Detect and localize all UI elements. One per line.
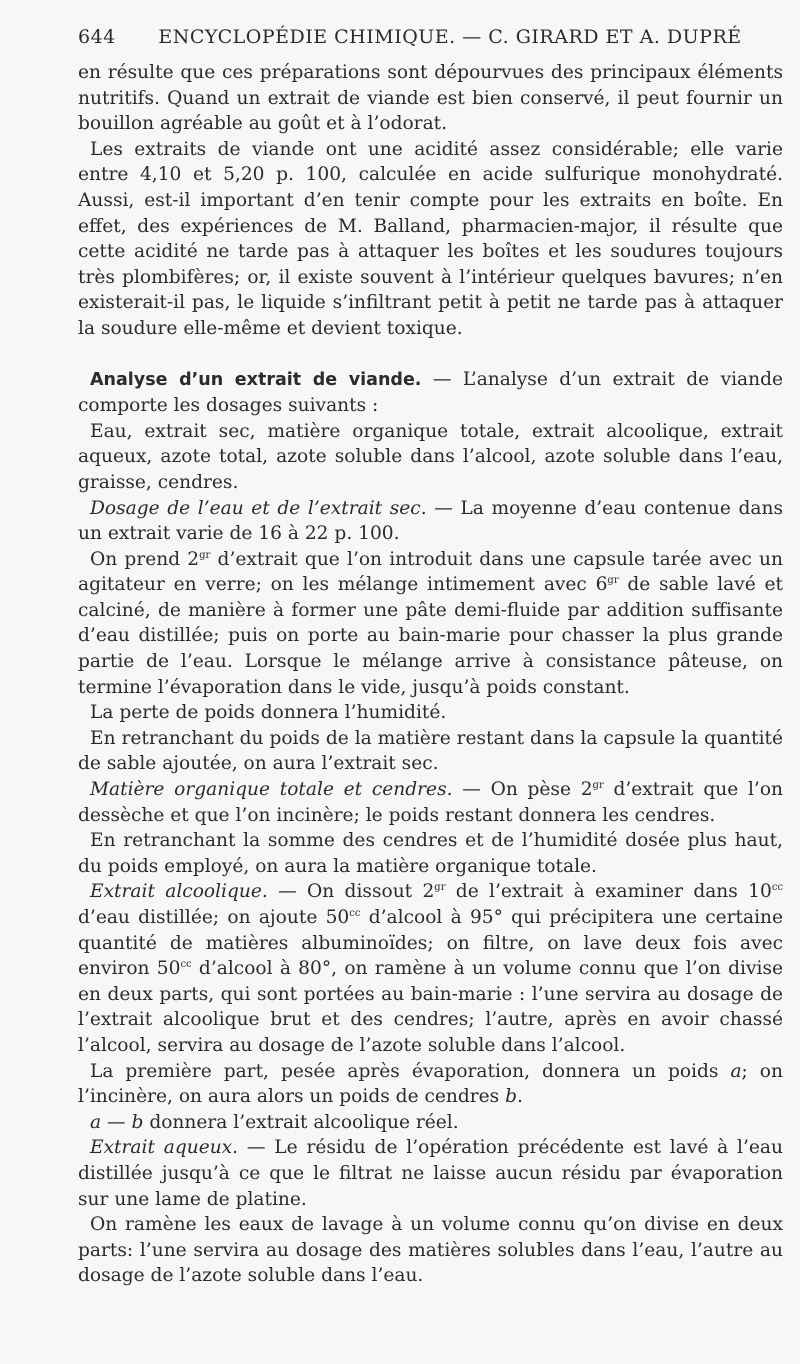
- paragraph: [78, 879, 783, 1058]
- text-run: —: [101, 1111, 132, 1133]
- paragraph: Eau, extrait sec, matière organique totale, extrait alcoolique, extrait aqueux, azote total, azote soluble dans l’alcool, azote soluble dans l’eau, graisse, cendres.: [78, 420, 783, 493]
- text-run: d’eau distillée; on ajoute 50: [78, 907, 350, 928]
- paragraph: en résulte que ces préparations sont dépourvues des principaux éléments nutritifs. Quand un extrait de viande est bien conservé, il peut fournir un bouillon agréable au goût et à l’odorat.: [78, 62, 783, 135]
- text-run: On prend 2: [90, 548, 200, 570]
- paragraph: En retranchant du poids de la matière restant dans la capsule la quantité de sable ajoutée, on aura l’extrait sec.: [78, 727, 783, 775]
- unit-superscript: gr: [434, 882, 446, 894]
- page-body: [78, 60, 783, 1289]
- paragraph: [78, 547, 783, 701]
- section-paragraph: [78, 367, 783, 419]
- page-number: 644: [78, 26, 116, 48]
- unit-superscript: cc: [180, 959, 192, 971]
- text-run: d’alcool à 95° qui précipitera une certaine quantité de matières albuminoïdes; on filtre, on lave deux fois avec environ 50: [78, 907, 784, 980]
- paragraph: [78, 1110, 783, 1136]
- subsection-label: Matière organique totale et cendres.: [90, 779, 453, 801]
- text-run: — Le résidu de l’opération précédente est lavé à l’eau distillée jusqu’à ce que le filtrat ne laisse aucun résidu par évaporation sur une lame de platine.: [78, 1137, 783, 1210]
- running-title: ENCYCLOPÉDIE CHIMIQUE. — C. GIRARD ET A. DUPRÉ: [158, 26, 742, 48]
- page-header: [78, 26, 782, 54]
- subsection-label: Extrait alcoolique.: [90, 881, 268, 903]
- variable-a: a: [90, 1111, 102, 1133]
- unit-superscript: gr: [607, 575, 619, 587]
- text-run: d’extrait que l’on dessèche et que l’on incinère; le poids restant donnera les cendres.: [78, 779, 783, 826]
- section-title: Analyse d’un extrait de viande.: [90, 369, 422, 390]
- unit-superscript: cc: [349, 908, 361, 919]
- paragraph: [78, 1135, 783, 1212]
- unit-superscript: gr: [592, 780, 604, 792]
- unit-superscript: cc: [771, 882, 784, 894]
- variable-b: b: [131, 1111, 144, 1133]
- text-run: donnera l’extrait alcoolique réel.: [143, 1111, 459, 1133]
- subsection-label: Extrait aqueux.: [90, 1137, 239, 1159]
- paragraph: [78, 777, 783, 828]
- paragraph: La perte de poids donnera l’humidité.: [90, 702, 447, 724]
- paragraph: On ramène les eaux de lavage à un volume connu qu’on divise en deux parts: l’une servira au dosage des matières solubles dans l’eau, l’autre au dosage de l’azote soluble dans l’eau.: [78, 1214, 783, 1287]
- text-run: d’extrait que l’on introduit dans une capsule tarée avec un agitateur en verre; on les mélange intimement avec 6: [78, 548, 783, 596]
- paragraph: Les extraits de viande ont une acidité assez considérable; elle varie entre 4,10 et 5,20 p. 100, calculée en acide sulfurique monohydraté. Aussi, est-il important d’en tenir compte pour les extraits en boîte. En effet, des expériences de M. Balland, pharmacien-major, il résulte que cette acidité ne tarde pas à attaquer les boîtes et les soudures toujours très plombifères; or, il existe souvent à l’intérieur quelques bavures; n’en existerait-il pas, le liquide s’infiltrant petit à petit ne tarde pas à attaquer la soudure elle-même et devient toxique.: [78, 138, 783, 339]
- unit-superscript: gr: [199, 549, 211, 561]
- text-run: — On pèse 2: [452, 779, 593, 801]
- text-run: La première part, pesée après évaporation, donnera un poids: [90, 1060, 731, 1082]
- variable-b: b: [505, 1086, 518, 1108]
- paragraph: [78, 1059, 783, 1110]
- section-text: — L’analyse d’un extrait de viande comporte les dosages suivants :: [78, 368, 783, 417]
- paragraph: [78, 496, 783, 547]
- text-run: ; on l’incinère, on aura alors un poids de cendres: [78, 1060, 783, 1108]
- paragraph-text: — La moyenne d’eau contenue dans un extrait varie de 16 à 22 p. 100.: [78, 497, 783, 545]
- variable-a: a: [730, 1060, 742, 1082]
- subsection-label: Dosage de l’eau et de l’extrait sec.: [90, 497, 427, 519]
- text-run: — On dissout 2: [267, 881, 435, 903]
- text-run: d’alcool à 80°, on ramène à un volume connu que l’on divise en deux parts, qui sont portées au bain-marie : l’une servira au dosage de l’extrait alcoolique brut et des cendres; l’autre, après en avoir chassé l’alcool, servira au dosage de l’azote soluble dans l’alcool.: [78, 958, 783, 1056]
- text-run: de sable lavé et calciné, de manière à former une pâte demi-fluide par addition suffisante d’eau distillée; puis on porte au bain-marie pour chasser la plus grande partie de l’eau. Lorsque le mélange arrive à consistance pâteuse, on termine l’évaporation dans le vide, jusqu’à poids constant.: [78, 574, 783, 698]
- text-run: .: [517, 1086, 523, 1108]
- paragraph: En retranchant la somme des cendres et de l’humidité dosée plus haut, du poids employé, on aura la matière organique totale.: [78, 830, 783, 877]
- text-run: de l’extrait à examiner dans 10: [445, 881, 772, 903]
